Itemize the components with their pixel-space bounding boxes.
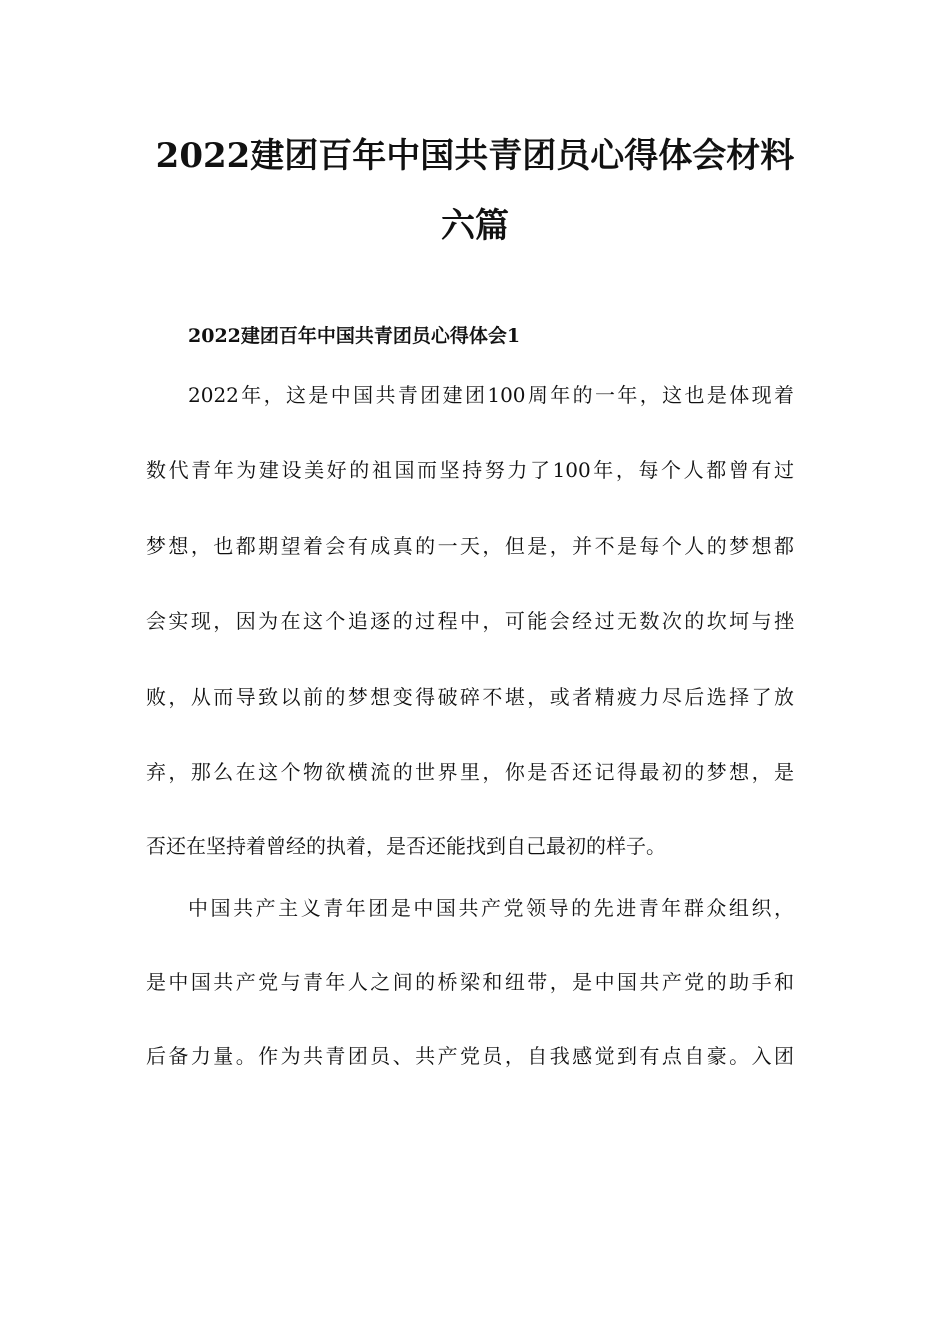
paragraph-line: 梦想，也都期望着会有成真的一天，但是，并不是每个人的梦想都 (146, 534, 794, 558)
paragraph-line: 是中国共产党与青年人之间的桥梁和纽带，是中国共产党的助手和 (146, 970, 794, 994)
document-title-line-2: 六篇 (441, 206, 509, 246)
paragraph-line: 数代青年为建设美好的祖国而坚持努力了100年，每个人都曾有过 (146, 458, 794, 482)
paragraph-line: 中国共产主义青年团是中国共产党领导的先进青年群众组织， (188, 896, 794, 920)
paragraph-line: 败，从而导致以前的梦想变得破碎不堪，或者精疲力尽后选择了放 (146, 685, 794, 709)
paragraph-line: 后备力量。作为共青团员、共产党员，自我感觉到有点自豪。入团 (146, 1044, 794, 1068)
section-heading: 2022建团百年中国共青团员心得体会1 (188, 325, 521, 347)
document-title-line-1: 2022建团百年中国共青团员心得体会材料 (155, 136, 795, 176)
paragraph-line: 会实现，因为在这个追逐的过程中，可能会经过无数次的坎坷与挫 (146, 609, 794, 633)
paragraph-line: 2022年，这是中国共青团建团100周年的一年，这也是体现着 (188, 383, 794, 407)
paragraph-line: 否还在坚持着曾经的执着，是否还能找到自己最初的样子。 (146, 834, 666, 858)
paragraph-line: 弃，那么在这个物欲横流的世界里，你是否还记得最初的梦想，是 (146, 760, 794, 784)
